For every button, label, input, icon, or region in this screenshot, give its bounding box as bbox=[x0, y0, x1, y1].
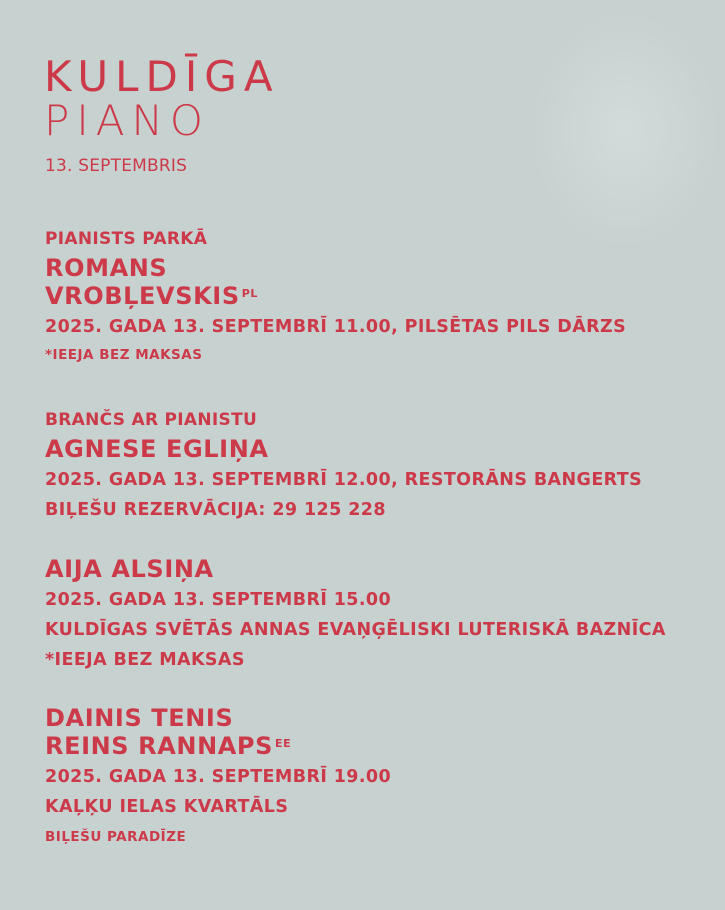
event-performer bbox=[45, 254, 715, 310]
country-code: EE bbox=[275, 737, 292, 750]
logo-line-1: KULDĪGA bbox=[44, 52, 280, 101]
ticket-reservation: BIĻEŠU REZERVĀCIJA: 29 125 228 bbox=[45, 500, 386, 520]
festival-logo bbox=[44, 52, 280, 145]
background-glow bbox=[530, 10, 720, 250]
event-details: 2025. GADA 13. SEPTEMBRĪ 15.00 bbox=[45, 590, 392, 610]
logo-line-2: PIANO bbox=[44, 96, 210, 145]
performer-line-2 bbox=[45, 732, 715, 760]
event-details: 2025. GADA 13. SEPTEMBRĪ 19.00 bbox=[45, 767, 392, 787]
ticket-link[interactable]: BIĻEŠU PARADĪZE bbox=[45, 829, 187, 845]
country-code: PL bbox=[241, 287, 258, 300]
event-venue: KULDĪGAS SVĒTĀS ANNAS EVAŅĢĒLISKI LUTERISKĀ BAZNĪCA bbox=[45, 620, 666, 640]
event-performer: AIJA ALSIŅA bbox=[45, 555, 214, 583]
festival-date: 13. SEPTEMBRIS bbox=[45, 156, 188, 176]
event-details: 2025. GADA 13. SEPTEMBRĪ 11.00, PILSĒTAS PILS DĀRZS bbox=[45, 317, 627, 337]
performer-line: VROBĻEVSKIS bbox=[45, 282, 240, 310]
performer-line: DAINIS TENIS bbox=[45, 704, 234, 732]
event-performer bbox=[45, 704, 715, 760]
performer-line-2 bbox=[45, 282, 715, 310]
performer-line: ROMANS bbox=[45, 254, 168, 282]
event-details: 2025. GADA 13. SEPTEMBRĪ 12.00, RESTORĀNS BANGERTS bbox=[45, 470, 643, 490]
event-note: *IEEJA BEZ MAKSAS bbox=[45, 650, 245, 670]
event-4 bbox=[45, 704, 715, 848]
performer-line: REINS RANNAPS bbox=[45, 732, 274, 760]
event-performer: AGNESE EGLIŅA bbox=[45, 435, 269, 463]
event-venue: KAĻĶU IELAS KVARTĀLS bbox=[45, 797, 289, 817]
event-1 bbox=[45, 228, 715, 366]
event-3 bbox=[45, 555, 715, 675]
event-subtitle: PIANISTS PARKĀ bbox=[45, 229, 208, 249]
event-2 bbox=[45, 409, 715, 525]
event-subtitle: BRANČS AR PIANISTU bbox=[45, 410, 258, 430]
event-note: *IEEJA BEZ MAKSAS bbox=[45, 347, 203, 363]
